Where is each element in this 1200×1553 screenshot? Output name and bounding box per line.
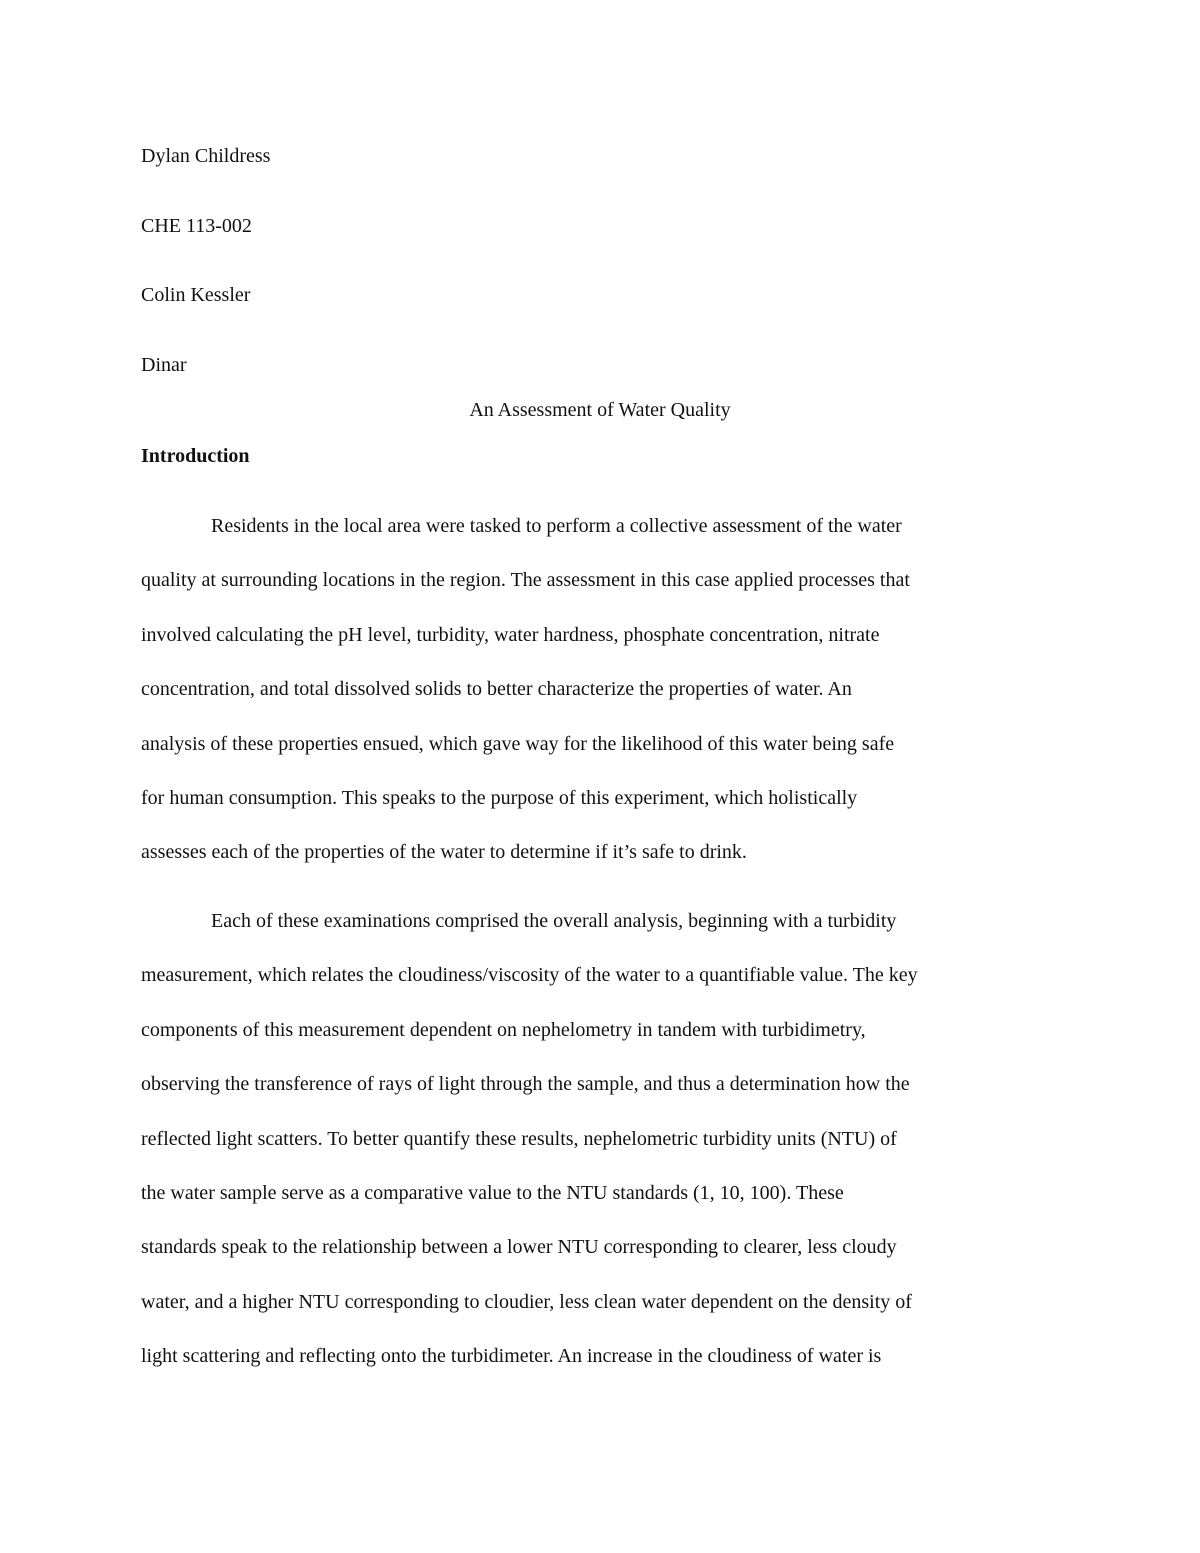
paragraph-line: the water sample serve as a comparative value to the NTU standards (1, 10, 100). These (141, 1181, 844, 1204)
paragraph-line: light scattering and reflecting onto the turbidimeter. An increase in the cloudiness of water is (141, 1345, 882, 1368)
paragraph-line: water, and a higher NTU corresponding to cloudier, less clean water dependent on the density of (141, 1290, 912, 1313)
paragraph-line: standards speak to the relationship between a lower NTU corresponding to clearer, less cloudy (141, 1236, 897, 1259)
document-title: An Assessment of Water Quality (469, 399, 731, 421)
paragraph-line: assesses each of the properties of the water to determine if it’s safe to drink. (141, 841, 747, 864)
paragraph-line: quality at surrounding locations in the region. The assessment in this case applied processes that (141, 569, 910, 592)
paragraph-line: involved calculating the pH level, turbidity, water hardness, phosphate concentration, nitrate (141, 623, 880, 646)
paragraph-line: measurement, which relates the cloudiness/viscosity of the water to a quantifiable value. The key (141, 964, 918, 987)
section-heading-introduction: Introduction (141, 445, 250, 467)
paragraph-line: reflected light scatters. To better quantify these results, nephelometric turbidity units (NTU) of (141, 1127, 897, 1150)
author-name: Dylan Childress (141, 145, 271, 167)
paragraph-1 (141, 514, 1061, 895)
paragraph-line: observing the transference of rays of light through the sample, and thus a determination how the (141, 1073, 910, 1096)
paragraph-2 (141, 909, 1061, 1399)
paragraph-line: for human consumption. This speaks to the purpose of this experiment, which holistically (141, 786, 858, 809)
paragraph-line: components of this measurement dependent on nephelometry in tandem with turbidimetry, (141, 1018, 866, 1041)
paragraph-line: analysis of these properties ensued, which gave way for the likelihood of this water being safe (141, 732, 895, 755)
paragraph-line: Each of these examinations comprised the overall analysis, beginning with a turbidity (211, 910, 897, 932)
paragraph-line: concentration, and total dissolved solids to better characterize the properties of water. An (141, 678, 852, 701)
paragraph-line: Residents in the local area were tasked to perform a collective assessment of the water (211, 515, 902, 537)
date-line: Dinar (141, 354, 187, 376)
instructor-name: Colin Kessler (141, 284, 251, 306)
course-number: CHE 113-002 (141, 215, 252, 237)
